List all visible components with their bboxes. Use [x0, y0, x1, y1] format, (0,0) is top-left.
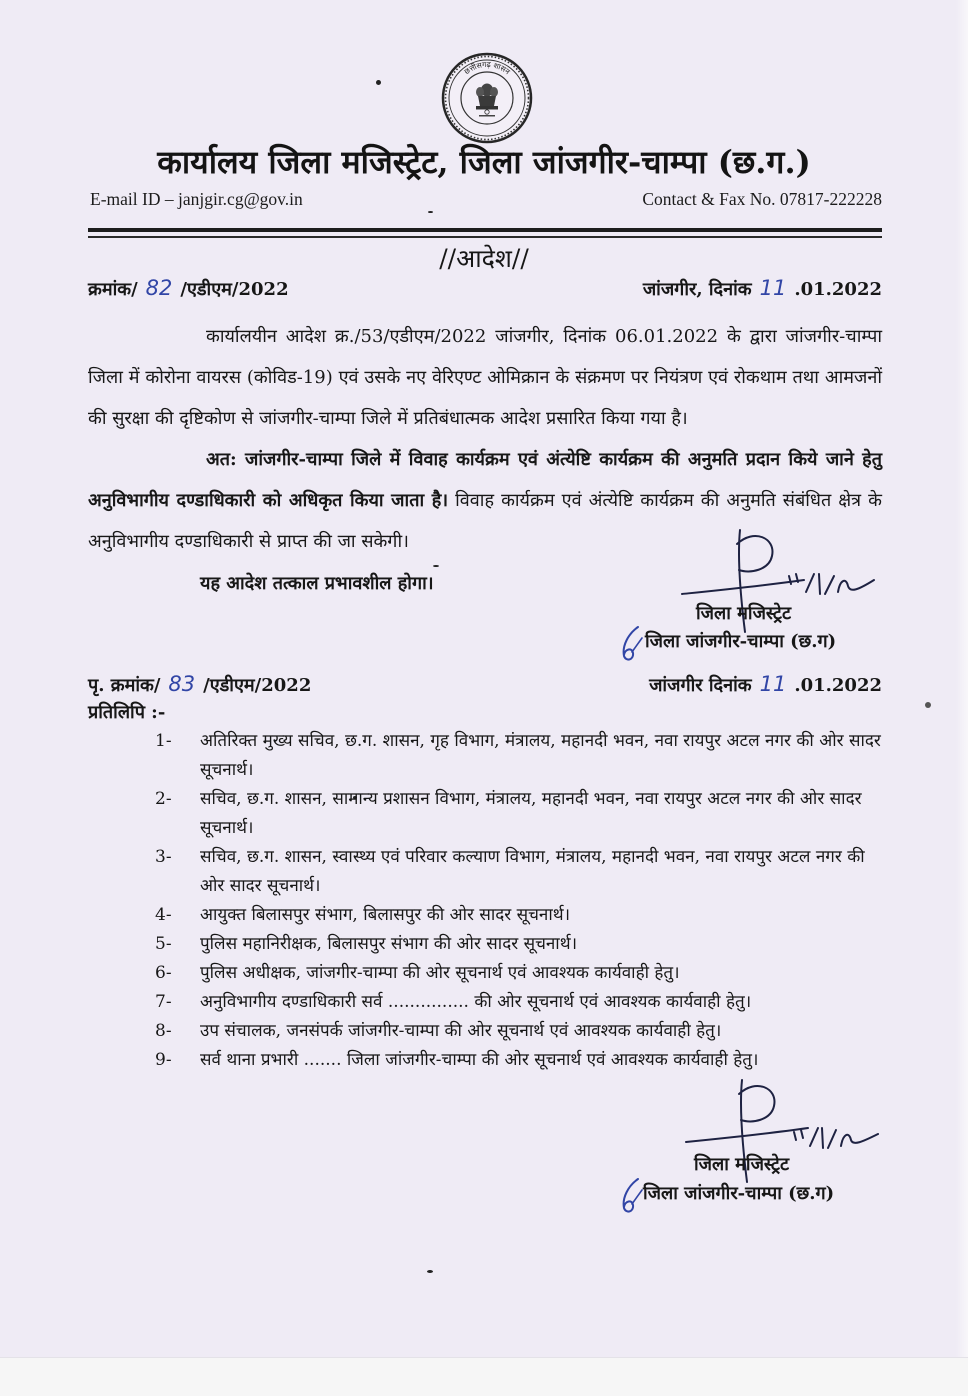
handwritten-copy-day: 11: [759, 672, 787, 696]
list-item-text: सचिव, छ.ग. शासन, सामान्य प्रशासन विभाग, मंत्रालय, महानदी भवन, नवा रायपुर अटल नगर की ओर सादर सूचनार्थ।: [200, 789, 862, 838]
list-item: [155, 727, 883, 785]
list-item-number: 1-: [155, 731, 172, 751]
signature-2-handwritten: [676, 1072, 886, 1197]
list-item-text: सर्व थाना प्रभारी ....... जिला जांजगीर-चाम्पा की ओर सूचनार्थ एवं आवश्यक कार्यवाही हेतु।: [200, 1050, 759, 1070]
order-number-suffix: /एडीएम/2022: [180, 279, 289, 300]
list-item-number: 8-: [155, 1021, 172, 1041]
signature-2-designation: जिला मजिस्ट्रेट: [694, 1154, 790, 1175]
order-date-prefix: जांजगीर, दिनांक: [642, 279, 752, 300]
signature-2-district: जिला जांजगीर-चाम्पा (छ.ग): [643, 1183, 835, 1204]
initial-mark-icon: [618, 624, 644, 664]
email-id: E-mail ID – janjgir.cg@gov.in: [90, 189, 303, 209]
list-item-text: सचिव, छ.ग. शासन, स्वास्थ्य एवं परिवार कल्याण विभाग, मंत्रालय, महानदी भवन, नवा रायपुर अटल नगर की ओर सादर सूचनार्थ।: [200, 847, 865, 896]
handwritten-copy-number: 83: [168, 672, 196, 696]
copy-reference-line: [88, 672, 882, 697]
signature-1-district: जिला जांजगीर-चाम्पा (छ.ग): [645, 631, 837, 652]
government-seal: [441, 52, 533, 144]
copy-number-prefix: पृ. क्रमांक/: [88, 675, 161, 696]
copy-number-suffix: /एडीएम/2022: [203, 675, 312, 696]
list-item: [155, 959, 883, 988]
list-item-number: 3-: [155, 847, 172, 867]
list-item-text: उप संचालक, जनसंपर्क जांजगीर-चाम्पा की ओर सूचनार्थ एवं आवश्यक कार्यवाही हेतु।: [200, 1021, 722, 1041]
order-number-prefix: क्रमांक/: [88, 279, 138, 300]
scan-speck: [925, 702, 931, 708]
scan-speck: [433, 565, 439, 567]
list-item-number: 7-: [155, 992, 172, 1012]
authorization-text-bold: अत: जांजगीर-चाम्पा जिले में विवाह कार्यक्रम एवं अंत्येष्टि कार्यक्रम की अनुमति प्रदान किये जाने हेतु अनुविभागीय दण्डाधिकारी को अधिकृत किया जाता है।: [88, 449, 882, 511]
list-item-number: 2-: [155, 789, 172, 809]
scan-speck: [428, 211, 433, 213]
list-item-number: 5-: [155, 934, 172, 954]
list-item-text: आयुक्त बिलासपुर संभाग, बिलासपुर की ओर सादर सूचनार्थ।: [200, 905, 571, 925]
signature-1-designation: जिला मजिस्ट्रेट: [696, 603, 792, 624]
contact-line: [90, 189, 882, 210]
list-item: [155, 1017, 883, 1046]
list-item: [155, 785, 883, 843]
order-heading: //आदेश//: [439, 244, 529, 273]
copy-date: [649, 672, 882, 697]
scan-speck: [427, 1270, 433, 1273]
list-item-text: अनुविभागीय दण्डाधिकारी सर्व ............... की ओर सूचनार्थ एवं आवश्यक कार्यवाही हेतु।: [200, 992, 752, 1012]
header-rule-thin: [88, 236, 882, 238]
copy-recipient-list: [155, 727, 883, 1075]
list-item-number: 9-: [155, 1050, 172, 1070]
initial-mark-icon: [618, 1176, 644, 1216]
copy-to-label: प्रतिलिपि :-: [88, 702, 166, 723]
order-date: [643, 276, 882, 301]
copy-date-prefix: जांजगीर दिनांक: [649, 675, 752, 696]
seal-lettering: छत्तीसगढ़ शासन: [462, 59, 512, 77]
list-item-text: पुलिस अधीक्षक, जांजगीर-चाम्पा की ओर सूचनार्थ एवं आवश्यक कार्यवाही हेतु।: [200, 963, 680, 983]
handwritten-order-day: 11: [759, 276, 787, 300]
copy-date-suffix: .01.2022: [794, 675, 882, 696]
signature-1-handwritten: [676, 520, 886, 645]
permission-text: विवाह कार्यक्रम एवं अंत्येष्टि कार्यक्रम की अनुमति संबंधित क्षेत्र के अनुविभागीय दण्डाधिकारी से प्राप्त की जा सकेगी।: [88, 490, 882, 552]
list-item: [155, 988, 883, 1017]
scan-speck: [376, 80, 381, 85]
list-item: [155, 901, 883, 930]
copy-number: [88, 672, 311, 697]
list-item-number: 4-: [155, 905, 172, 925]
order-date-suffix: .01.2022: [794, 279, 882, 300]
list-item-text: अतिरिक्त मुख्य सचिव, छ.ग. शासन, गृह विभाग, मंत्रालय, महानदी भवन, नवा रायपुर अटल नगर की ओर सादर सूचनार्थ।: [200, 731, 881, 780]
office-title: कार्यालय जिला मजिस्ट्रेट, जिला जांजगीर-चाम्पा (छ.ग.): [157, 143, 811, 181]
order-number: [88, 276, 289, 301]
seal-emblem-icon: [441, 52, 533, 144]
paper-edge: [956, 0, 968, 1357]
header-rule-thick: [88, 228, 882, 232]
reference-paragraph: कार्यालयीन आदेश क्र./53/एडीएम/2022 जांजगीर, दिनांक 06.01.2022 के द्वारा जांजगीर-चाम्पा जिला में कोरोना वायरस (कोविड-19) एवं उसके नए वेरिएण्ट ओमिक्रान के संक्रमण पर नियंत्रण एवं रोकथाम तथा आमजनों की सुरक्षा की दृष्टिकोण से जांजगीर-चाम्पा जिले में प्रतिबंधात्मक आदेश प्रसारित किया गया है।: [88, 326, 882, 429]
list-item-number: 6-: [155, 963, 172, 983]
list-item: [155, 843, 883, 901]
list-item: [155, 1046, 883, 1075]
list-item-text: पुलिस महानिरीक्षक, बिलासपुर संभाग की ओर सादर सूचनार्थ।: [200, 934, 578, 954]
list-item: [155, 930, 883, 959]
effect-statement: यह आदेश तत्काल प्रभावशील होगा।: [200, 573, 434, 594]
contact-fax-number: Contact & Fax No. 07817-222228: [642, 189, 882, 209]
order-reference-line: [88, 276, 882, 301]
handwritten-order-number: 82: [145, 276, 173, 300]
page-bottom-margin: [0, 1357, 968, 1396]
